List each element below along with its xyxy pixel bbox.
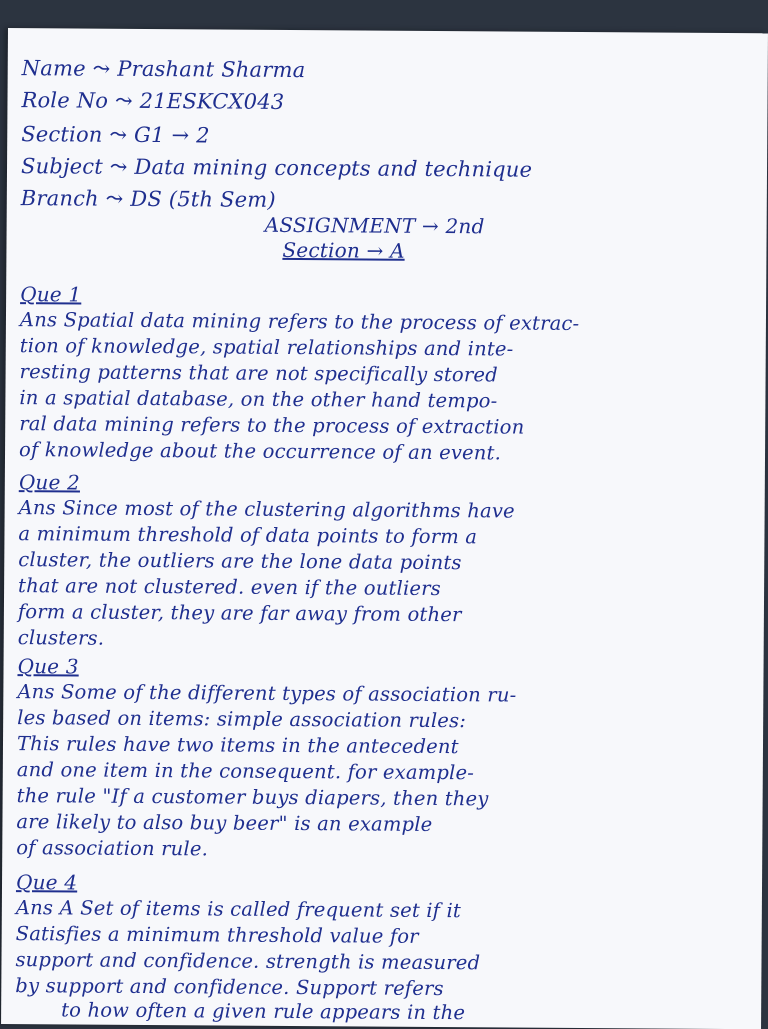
question-label-3: Que 3 <box>17 654 79 679</box>
answer-4-line: support and confidence. strength is measured <box>15 948 481 975</box>
answer-2-line: clusters. <box>17 626 105 650</box>
assignment-heading: ASSIGNMENT → 2nd <box>264 212 485 239</box>
section-heading: Section → A <box>282 237 405 263</box>
answer-3-line: and one item in the consequent. for example- <box>16 758 475 785</box>
answer-3-line: les based on items: simple association rules: <box>17 706 467 733</box>
roll-number-line: Role No ⤳ 21ESKCX043 <box>21 88 285 114</box>
answer-3-line: of association rule. <box>16 836 209 861</box>
answer-1-line: tion of knowledge, spatial relationships and inte- <box>19 334 514 361</box>
answer-1-line: ral data mining refers to the process of extraction <box>19 412 525 439</box>
branch-line: Branch ⤳ DS (5th Sem) <box>20 186 276 212</box>
answer-3-line: This rules have two items in the antecedent <box>16 732 459 759</box>
answer-1-line: resting patterns that are not specifically stored <box>19 360 498 387</box>
answer-3-line: are likely to also buy beer" is an example <box>16 810 433 836</box>
answer-1-line: in a spatial database, on the other hand tempo- <box>19 386 498 413</box>
answer-2-line: a minimum threshold of data points to form a <box>18 522 478 549</box>
question-label-4: Que 4 <box>15 870 78 895</box>
answer-3-line: the rule "If a customer buys diapers, then they <box>16 784 489 811</box>
name-line: Name ⤳ Prashant Sharma <box>21 56 306 83</box>
answer-1-line: Ans Spatial data mining refers to the process of extrac- <box>19 308 580 335</box>
answer-2-line: that are not clustered. even if the outliers <box>18 574 442 601</box>
answer-3-line: Ans Some of the different types of association ru- <box>17 680 517 707</box>
answer-2-line: Ans Since most of the clustering algorithms have <box>18 496 515 523</box>
handwritten-page <box>1 28 768 1029</box>
answer-4-line: by support and confidence. Support refers <box>15 974 444 1001</box>
answer-1-line: of knowledge about the occurrence of an event. <box>18 438 502 465</box>
answer-2-line: form a cluster, they are far away from other <box>17 600 462 627</box>
section-line: Section ⤳ G1 → 2 <box>21 122 210 148</box>
answer-2-line: cluster, the outliers are the lone data points <box>18 548 462 575</box>
answer-4-line: Satisfies a minimum threshold value for <box>15 922 419 948</box>
question-label-1: Que 1 <box>20 282 82 307</box>
answer-4-line: Ans A Set of items is called frequent set if it <box>15 896 462 923</box>
answer-4-line: to how often a given rule appears in the <box>61 998 466 1025</box>
subject-line: Subject ⤳ Data mining concepts and technique <box>20 154 533 182</box>
question-label-2: Que 2 <box>18 470 81 495</box>
